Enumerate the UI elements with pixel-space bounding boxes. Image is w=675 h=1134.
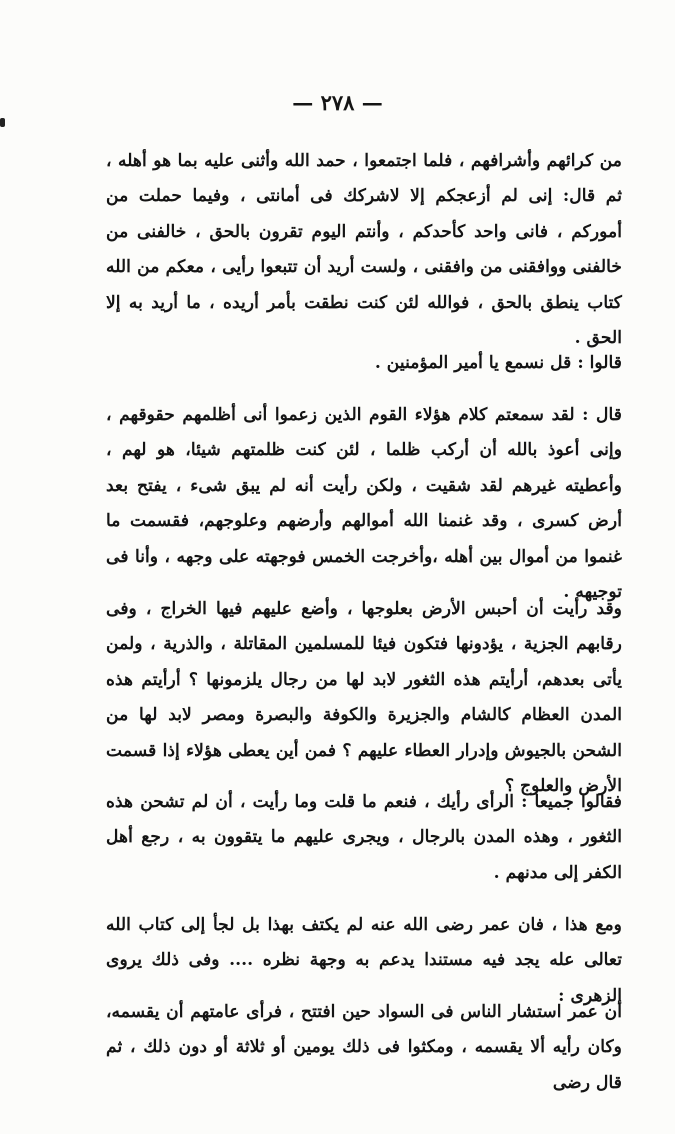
paragraph-5: فقالوا جميعا : الرأى رأيك ، فنعم ما قلت وما رأيت ، أن لم تشحن هذه الثغور ، وهذه المدن بالرجال ، ويجرى عليهم ما يتقوون به ، رجع أهل الكفر إلى مدنهم . (106, 792, 622, 883)
paragraph-4: وقد رأيت أن أحبس الأرض بعلوجها ، وأضع عليهم فيها الخراج ، وفى رقابهم الجزية ، يؤدونها فتكون فيئا للمسلمين المقاتلة ، والذرية ، ولمن يأتى بعدهم، أرأيتم هذه الثغور لابد لها من رجال يلزمونها ؟ أرأيتم هذه المدن العظام كالشام والجزيرة والكوفة والبصرة ومصر لابد لها من الشحن بالجيوش وإدرار العطاء عليهم ؟ فمن أين يعطى هؤلاء إذا قسمت الأرض والعلوج ؟ (106, 599, 622, 797)
page-number: — ٢٧٨ — (292, 90, 383, 115)
paragraph-7: أن عمر استشار الناس فى السواد حين افتتح ، فرأى عامتهم أن يقسمه، وكان رأيه ألا يقسمه ، ومكثوا فى ذلك يومين أو ثلاثة أو دون ذلك ، ثم قال رضى (106, 1002, 622, 1093)
margin-mark (0, 118, 5, 127)
paragraph-1: من كرائهم وأشرافهم ، فلما اجتمعوا ، حمد الله وأثنى عليه بما هو أهله ، ثم قال: إنى لم أزعجكم إلا لاشركك فى أمانتى ، وفيما حملت من أموركم ، فانى واحد كأحدكم ، وأنتم اليوم تقرون بالحق ، خالفنى من خالفنى ووافقنى من وافقنى ، ولست أريد أن تتبعوا رأيى ، معكم من الله كتاب ينطق بالحق ، فوالله لئن كنت نطقت بأمر أريده ، ما أريد به إلا الحق . (106, 151, 622, 349)
paragraph-6: ومع هذا ، فان عمر رضى الله عنه لم يكتف بهذا بل لجأ إلى كتاب الله تعالى عله يجد فيه مستندا يدعم به وجهة نظره .... وفى ذلك يروى الزهرى : (106, 915, 622, 1006)
paragraph-2: قالوا : قل نسمع يا أمير المؤمنين . (374, 353, 622, 373)
paragraph-3: قال : لقد سمعتم كلام هؤلاء القوم الذين زعموا أنى أظلمهم حقوقهم ، وإنى أعوذ بالله أن أركب ظلما ، لئن كنت ظلمتهم شيئا، هو لهم ، وأعطيته غيرهم لقد شقيت ، ولكن رأيت أنه لم يبق شىء ، يفتح بعد أرض كسرى ، وقد غنمنا الله أموالهم وأرضهم وعلوجهم، فقسمت ما غنموا من أموال بين أهله ،وأخرجت الخمس فوجهته على وجهه ، وأنا فى توجيهه . (106, 405, 622, 603)
